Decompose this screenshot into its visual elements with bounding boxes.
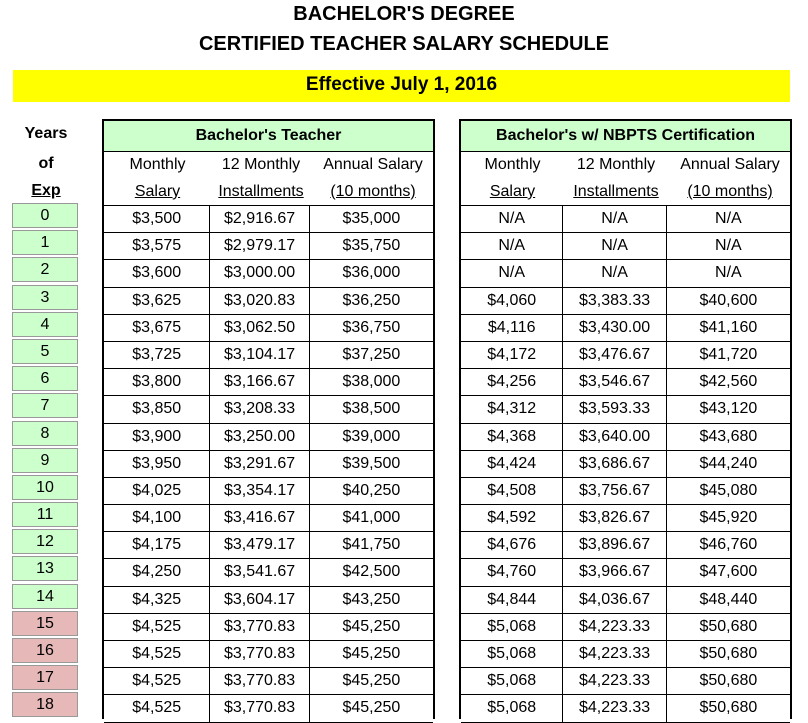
monthly-salary-cell: $4,116 [461,315,563,341]
annual-salary-cell: $42,560 [699,373,758,391]
annual-salary-cell: $40,250 [342,481,401,499]
col-header-annual: Annual Salary [680,156,780,173]
year-cell: 1 [12,230,78,255]
monthly-salary-cell: $4,424 [461,451,563,477]
annual-salary-cell: $43,680 [699,427,758,445]
annual-salary-cell: $50,680 [699,672,758,690]
page-subtitle: CERTIFIED TEACHER SALARY SCHEDULE [198,33,610,55]
installment-cell: $3,546.67 [563,369,666,395]
monthly-salary-cell: $4,525 [104,668,210,694]
year-cell: 5 [12,339,78,364]
table-row [461,641,790,668]
annual-salary-cell: $38,000 [342,373,401,391]
annual-salary-cell: $50,680 [699,645,758,662]
table-row [104,641,433,668]
table-row [461,424,790,451]
annual-salary-cell: $35,750 [342,237,401,255]
table-row [461,668,790,695]
years-header-line1: Years [24,125,68,142]
table-row [104,396,433,423]
column-headers [461,152,790,206]
bachelors-teacher-table [102,119,435,719]
annual-salary-cell: $45,250 [342,699,401,717]
annual-salary-cell: $36,250 [342,291,401,309]
installment-cell: $3,593.33 [563,396,666,422]
monthly-salary-cell: $5,068 [461,695,563,721]
table-row [461,206,790,233]
installment-cell: $3,770.83 [210,641,309,667]
table-row [461,315,790,342]
table-row [104,342,433,369]
installment-cell: $4,223.33 [563,668,666,694]
nbpts-certification-table [459,119,792,719]
annual-salary-cell: $39,000 [342,427,401,445]
monthly-salary-cell: $3,800 [104,369,210,395]
annual-salary-cell: $41,720 [699,345,758,363]
table-row [104,288,433,315]
installment-cell: $3,383.33 [563,288,666,314]
table-row [104,478,433,505]
table-row [104,695,433,722]
effective-date-banner: Effective July 1, 2016 [13,70,790,102]
installment-cell: N/A [563,260,666,286]
years-header-line2: of [38,155,54,172]
year-cell: 0 [12,203,78,228]
installment-cell: $4,223.33 [563,641,666,667]
annual-salary-cell: $43,250 [342,590,401,608]
year-cell: 17 [12,665,78,690]
col-header-monthly-sub: Salary [489,183,536,200]
installment-cell: $3,770.83 [210,668,309,694]
year-cell: 15 [12,611,78,636]
annual-salary-cell: $45,080 [699,481,758,499]
table-row [461,559,790,586]
col-header-installments-sub: Installments [218,183,304,200]
installment-cell: $4,223.33 [563,695,666,721]
monthly-salary-cell: $3,675 [104,315,210,341]
col-header-annual: Annual Salary [323,156,423,173]
annual-salary-cell: $35,000 [342,210,401,227]
annual-salary-cell: N/A [715,264,742,282]
col-header-annual-sub: (10 months) [687,183,773,200]
year-cell: 10 [12,475,78,500]
year-cell: 9 [12,448,78,473]
monthly-salary-cell: $3,950 [104,451,210,477]
installment-cell: $3,476.67 [563,342,666,368]
monthly-salary-cell: $4,508 [461,478,563,504]
installment-cell: $3,770.83 [210,614,309,640]
installment-cell: $3,686.67 [563,451,666,477]
monthly-salary-cell: $4,760 [461,559,563,585]
page-title: BACHELOR'S DEGREE [293,3,515,25]
annual-salary-cell: N/A [715,210,742,227]
installment-cell: $3,062.50 [210,315,309,341]
installment-cell: $3,250.00 [210,424,309,450]
annual-salary-cell: $36,000 [342,264,401,282]
annual-salary-cell: $41,160 [699,318,758,336]
table-row [104,587,433,614]
col-header-installments: 12 Monthly [576,156,656,173]
annual-salary-cell: $48,440 [699,590,758,608]
monthly-salary-cell: $3,575 [104,233,210,259]
monthly-salary-cell: $3,600 [104,260,210,286]
installment-cell: $3,826.67 [563,505,666,531]
installment-cell: $3,020.83 [210,288,309,314]
table-row [461,587,790,614]
table-row [461,695,790,722]
monthly-salary-cell: $4,325 [104,587,210,613]
monthly-salary-cell: $4,060 [461,288,563,314]
table-row [461,451,790,478]
annual-salary-cell: $38,500 [342,400,401,418]
table-row [461,505,790,532]
installment-cell: $3,430.00 [563,315,666,341]
table-row [461,396,790,423]
installment-cell: $3,966.67 [563,559,666,585]
year-cell: 3 [12,285,78,310]
annual-salary-cell: N/A [715,237,742,255]
year-cell: 13 [12,556,78,581]
col-header-monthly: Monthly [484,156,541,173]
year-cell: 7 [12,393,78,418]
annual-salary-cell: $47,600 [699,563,758,581]
table-row [104,315,433,342]
col-header-annual-sub: (10 months) [330,183,416,200]
years-header-line3: Exp [31,182,61,199]
monthly-salary-cell: $4,250 [104,559,210,585]
monthly-salary-cell: $3,900 [104,424,210,450]
table-row [104,233,433,260]
monthly-salary-cell: $4,525 [104,695,210,721]
installment-cell: N/A [563,233,666,259]
annual-salary-cell: $42,500 [342,563,401,581]
annual-salary-cell: $45,920 [699,509,758,527]
monthly-salary-cell: $4,256 [461,369,563,395]
table-row [104,424,433,451]
table-body [461,206,790,723]
year-cell: 2 [12,257,78,282]
monthly-salary-cell: $5,068 [461,668,563,694]
installment-cell: $3,896.67 [563,532,666,558]
installment-cell: $3,166.67 [210,369,309,395]
monthly-salary-cell: $4,175 [104,532,210,558]
year-cell: 12 [12,529,78,554]
table-row [104,206,433,233]
annual-salary-cell: $44,240 [699,454,758,472]
monthly-salary-cell: $4,025 [104,478,210,504]
annual-salary-cell: $37,250 [342,345,401,363]
installment-cell: $3,640.00 [563,424,666,450]
annual-salary-cell: $39,500 [342,454,401,472]
year-cell: 11 [12,502,78,527]
installment-cell: $3,208.33 [210,396,309,422]
monthly-salary-cell: $4,368 [461,424,563,450]
table-row [104,451,433,478]
monthly-salary-cell: $4,525 [104,641,210,667]
years-column [12,203,78,720]
table-row [461,233,790,260]
installment-cell: $3,291.67 [210,451,309,477]
monthly-salary-cell: $4,844 [461,587,563,613]
year-cell: 16 [12,638,78,663]
installment-cell: $3,416.67 [210,505,309,531]
installment-cell: $3,104.17 [210,342,309,368]
column-headers [104,152,433,206]
annual-salary-cell: $36,750 [342,318,401,336]
annual-salary-cell: $46,760 [699,536,758,554]
monthly-salary-cell: $4,100 [104,505,210,531]
monthly-salary-cell: $4,312 [461,396,563,422]
monthly-salary-cell: $3,850 [104,396,210,422]
monthly-salary-cell: $5,068 [461,614,563,640]
table-row [461,532,790,559]
year-cell: 4 [12,312,78,337]
table-title: Bachelor's Teacher [104,121,433,152]
col-header-installments-sub: Installments [573,183,659,200]
installment-cell: N/A [563,206,666,232]
installment-cell: $2,979.17 [210,233,309,259]
table-row [104,260,433,287]
col-header-monthly-sub: Salary [134,183,181,200]
table-row [104,559,433,586]
table-row [461,614,790,641]
monthly-salary-cell: $4,676 [461,532,563,558]
installment-cell: $3,756.67 [563,478,666,504]
annual-salary-cell: $45,250 [342,645,401,662]
year-cell: 8 [12,421,78,446]
installment-cell: $3,604.17 [210,587,309,613]
annual-salary-cell: $50,680 [699,617,758,635]
monthly-salary-cell: N/A [461,233,563,259]
installment-cell: $3,541.67 [210,559,309,585]
table-row [104,532,433,559]
table-row [104,505,433,532]
monthly-salary-cell: $4,172 [461,342,563,368]
monthly-salary-cell: $4,592 [461,505,563,531]
table-row [104,369,433,396]
installment-cell: $3,354.17 [210,478,309,504]
monthly-salary-cell: $5,068 [461,641,563,667]
table-row [461,288,790,315]
table-row [461,478,790,505]
installment-cell: $3,770.83 [210,695,309,721]
monthly-salary-cell: $3,500 [104,206,210,232]
monthly-salary-cell: $4,525 [104,614,210,640]
annual-salary-cell: $45,250 [342,617,401,635]
annual-salary-cell: $43,120 [699,400,758,418]
annual-salary-cell: $50,680 [699,699,758,717]
col-header-installments: 12 Monthly [221,156,301,173]
monthly-salary-cell: $3,625 [104,288,210,314]
table-body [104,206,433,723]
monthly-salary-cell: N/A [461,260,563,286]
annual-salary-cell: $41,000 [342,509,401,527]
table-title: Bachelor's w/ NBPTS Certification [461,121,790,152]
table-row [461,369,790,396]
annual-salary-cell: $40,600 [699,291,758,309]
installment-cell: $2,916.67 [210,206,309,232]
installment-cell: $3,479.17 [210,532,309,558]
monthly-salary-cell: N/A [461,206,563,232]
table-row [104,668,433,695]
table-row [461,342,790,369]
col-header-monthly: Monthly [129,156,186,173]
table-row [461,260,790,287]
year-cell: 6 [12,366,78,391]
year-cell: 18 [12,692,78,717]
installment-cell: $3,000.00 [210,260,309,286]
installment-cell: $4,223.33 [563,614,666,640]
monthly-salary-cell: $3,725 [104,342,210,368]
annual-salary-cell: $41,750 [342,536,401,554]
year-cell: 14 [12,584,78,609]
table-row [104,614,433,641]
installment-cell: $4,036.67 [563,587,666,613]
annual-salary-cell: $45,250 [342,672,401,690]
